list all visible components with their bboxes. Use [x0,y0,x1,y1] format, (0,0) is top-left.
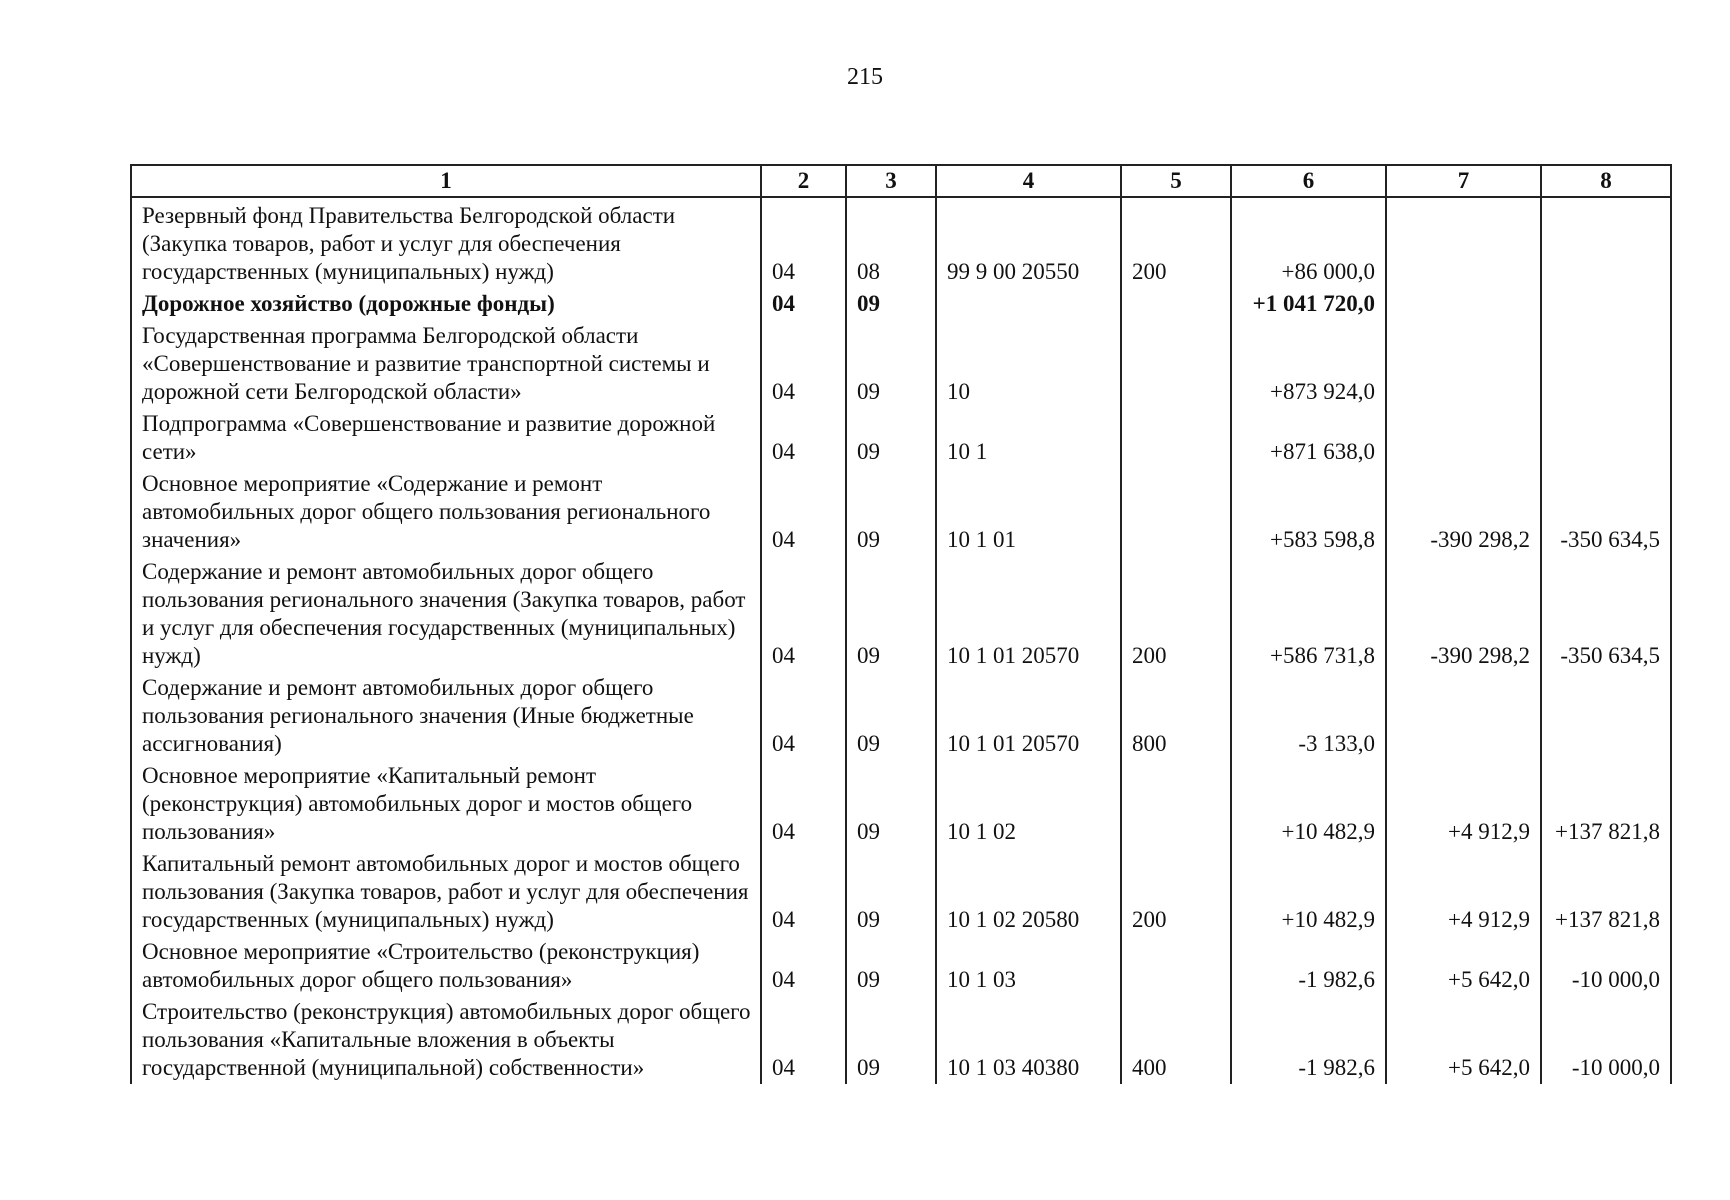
amount-col8-cell: +137 821,8 [1541,760,1671,848]
amount-col7-cell: +4 912,9 [1386,760,1541,848]
expense-type-cell [1121,320,1231,408]
column-header: 8 [1541,165,1671,197]
expense-type-cell: 200 [1121,197,1231,288]
section-code-cell: 04 [761,408,846,468]
expense-type-cell [1121,408,1231,468]
column-header: 6 [1231,165,1386,197]
table-row [131,556,1671,672]
subsection-code-cell: 09 [846,760,936,848]
section-code-cell: 04 [761,556,846,672]
amount-col7-cell [1386,197,1541,288]
row-name-cell: Основное мероприятие «Капитальный ремонт (реконструкция) автомобильных дорог и мостов общего пользования» [131,760,761,848]
subsection-code-cell: 09 [846,556,936,672]
expense-type-cell [1121,936,1231,996]
row-name-cell: Содержание и ремонт автомобильных дорог общего пользования регионального значения (Закупка товаров, работ и услуг для обеспечения государственных (муниципальных) нужд) [131,556,761,672]
row-name-cell: Основное мероприятие «Строительство (реконструкция) автомобильных дорог общего пользования» [131,936,761,996]
column-header: 4 [936,165,1121,197]
amount-col6-cell: +873 924,0 [1231,320,1386,408]
amount-col6-cell: +1 041 720,0 [1231,288,1386,320]
amount-col6-cell: -3 133,0 [1231,672,1386,760]
column-header: 1 [131,165,761,197]
amount-col6-cell: -1 982,6 [1231,936,1386,996]
row-name-cell: Основное мероприятие «Содержание и ремонт автомобильных дорог общего пользования регионального значения» [131,468,761,556]
target-article-cell: 99 9 00 20550 [936,197,1121,288]
amount-col6-cell: +10 482,9 [1231,760,1386,848]
column-header: 3 [846,165,936,197]
amount-col8-cell [1541,197,1671,288]
section-code-cell: 04 [761,760,846,848]
subsection-code-cell: 09 [846,672,936,760]
amount-col6-cell: +10 482,9 [1231,848,1386,936]
amount-col7-cell: +5 642,0 [1386,996,1541,1084]
section-code-cell: 04 [761,288,846,320]
target-article-cell: 10 1 02 [936,760,1121,848]
table-row [131,760,1671,848]
table-row [131,408,1671,468]
amount-col7-cell [1386,672,1541,760]
amount-col8-cell: +137 821,8 [1541,848,1671,936]
amount-col7-cell [1386,288,1541,320]
amount-col8-cell: -10 000,0 [1541,936,1671,996]
amount-col8-cell: -10 000,0 [1541,996,1671,1084]
amount-col8-cell: -350 634,5 [1541,556,1671,672]
subsection-code-cell: 09 [846,320,936,408]
amount-col6-cell: +871 638,0 [1231,408,1386,468]
section-code-cell: 04 [761,468,846,556]
subsection-code-cell: 09 [846,848,936,936]
subsection-code-cell: 09 [846,936,936,996]
section-code-cell: 04 [761,848,846,936]
section-code-cell: 04 [761,996,846,1084]
target-article-cell: 10 [936,320,1121,408]
target-article-cell: 10 1 03 40380 [936,996,1121,1084]
row-name-cell: Содержание и ремонт автомобильных дорог общего пользования регионального значения (Иные бюджетные ассигнования) [131,672,761,760]
row-name-cell: Капитальный ремонт автомобильных дорог и мостов общего пользования (Закупка товаров, работ и услуг для обеспечения государственных (муниципальных) нужд) [131,848,761,936]
table-row [131,288,1671,320]
expense-type-cell: 400 [1121,996,1231,1084]
target-article-cell: 10 1 02 20580 [936,848,1121,936]
amount-col7-cell: +5 642,0 [1386,936,1541,996]
row-name-cell: Строительство (реконструкция) автомобильных дорог общего пользования «Капитальные вложения в объекты государственной (муниципальной) собственности» [131,996,761,1084]
amount-col8-cell [1541,320,1671,408]
target-article-cell: 10 1 01 [936,468,1121,556]
target-article-cell: 10 1 [936,408,1121,468]
table-row [131,672,1671,760]
section-code-cell: 04 [761,320,846,408]
amount-col8-cell [1541,672,1671,760]
section-code-cell: 04 [761,672,846,760]
amount-col8-cell: -350 634,5 [1541,468,1671,556]
expense-type-cell [1121,288,1231,320]
subsection-code-cell: 09 [846,996,936,1084]
table-row [131,936,1671,996]
table-header-row [131,165,1671,197]
table-body [131,197,1671,1084]
expense-type-cell: 200 [1121,556,1231,672]
subsection-code-cell: 09 [846,468,936,556]
amount-col6-cell: +583 598,8 [1231,468,1386,556]
table-row [131,848,1671,936]
row-name-cell: Резервный фонд Правительства Белгородской области (Закупка товаров, работ и услуг для обеспечения государственных (муниципальных) нужд) [131,197,761,288]
amount-col6-cell: +586 731,8 [1231,556,1386,672]
target-article-cell: 10 1 03 [936,936,1121,996]
page-number: 215 [847,64,883,90]
subsection-code-cell: 09 [846,288,936,320]
section-code-cell: 04 [761,197,846,288]
target-article-cell [936,288,1121,320]
amount-col6-cell: -1 982,6 [1231,996,1386,1084]
column-header: 7 [1386,165,1541,197]
target-article-cell: 10 1 01 20570 [936,556,1121,672]
expense-type-cell [1121,468,1231,556]
amount-col7-cell: +4 912,9 [1386,848,1541,936]
table-row [131,197,1671,288]
target-article-cell: 10 1 01 20570 [936,672,1121,760]
column-header: 5 [1121,165,1231,197]
amount-col7-cell [1386,408,1541,468]
row-name-cell: Подпрограмма «Совершенствование и развитие дорожной сети» [131,408,761,468]
column-header: 2 [761,165,846,197]
amount-col7-cell: -390 298,2 [1386,556,1541,672]
subsection-code-cell: 08 [846,197,936,288]
amount-col8-cell [1541,288,1671,320]
row-name-cell: Дорожное хозяйство (дорожные фонды) [131,288,761,320]
budget-table [130,164,1672,1084]
table-row [131,996,1671,1084]
amount-col6-cell: +86 000,0 [1231,197,1386,288]
table-row [131,468,1671,556]
section-code-cell: 04 [761,936,846,996]
expense-type-cell: 800 [1121,672,1231,760]
amount-col7-cell: -390 298,2 [1386,468,1541,556]
row-name-cell: Государственная программа Белгородской области «Совершенствование и развитие транспортной системы и дорожной сети Белгородской области» [131,320,761,408]
subsection-code-cell: 09 [846,408,936,468]
expense-type-cell [1121,760,1231,848]
table-row [131,320,1671,408]
expense-type-cell: 200 [1121,848,1231,936]
amount-col7-cell [1386,320,1541,408]
amount-col8-cell [1541,408,1671,468]
